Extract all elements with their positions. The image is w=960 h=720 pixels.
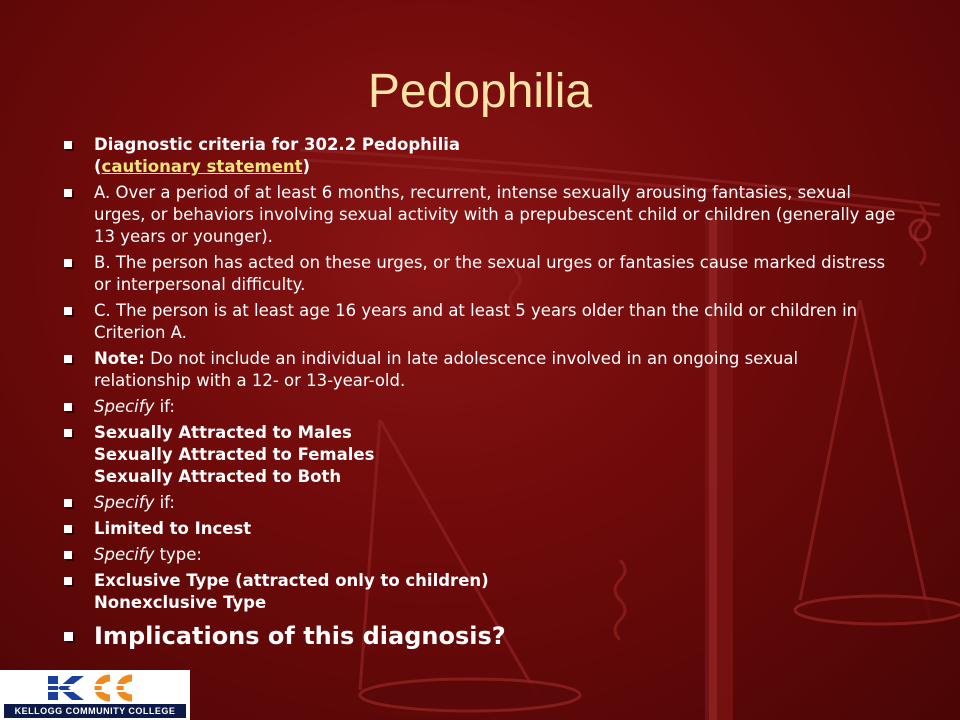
slide-title: Pedophilia bbox=[367, 65, 593, 118]
kcc-logo-icon bbox=[48, 674, 134, 702]
criteria-heading: Diagnostic criteria for 302.2 Pedophilia bbox=[94, 135, 461, 154]
bullet-marker-icon bbox=[64, 307, 72, 315]
list-item: Limited to Incest bbox=[58, 518, 898, 540]
criterion-b-text: B. The person has acted on these urges, or the sexual urges or fantasies cause marked distress or interpersonal difficulty. bbox=[94, 253, 886, 294]
note-label: Note: bbox=[94, 349, 145, 368]
criterion-c-text: C. The person is at least age 16 years and at least 5 years older than the child or children in Criterion A. bbox=[94, 301, 858, 342]
list-item bbox=[58, 182, 898, 248]
bullet-marker-icon bbox=[64, 577, 72, 585]
list-item bbox=[58, 620, 898, 652]
list-item bbox=[58, 300, 898, 344]
list-item: Exclusive Type (attracted only to children) Nonexclusive Type bbox=[58, 570, 898, 614]
bullet-marker-icon bbox=[64, 551, 72, 559]
college-name: KELLOGG COMMUNITY COLLEGE bbox=[4, 704, 186, 718]
list-item bbox=[58, 252, 898, 296]
bullet-marker-icon bbox=[64, 355, 72, 363]
bullet-marker-icon bbox=[64, 429, 72, 437]
bullet-marker-icon bbox=[64, 525, 72, 533]
note-text: Do not include an individual in late adolescence involved in an ongoing sexual relationship with a 12- or 13-year-old. bbox=[94, 349, 799, 390]
bullet-marker-icon bbox=[64, 499, 72, 507]
bullet-list bbox=[58, 134, 898, 656]
cautionary-statement-link[interactable]: cautionary statement bbox=[101, 157, 303, 176]
list-item: Specify if: bbox=[58, 492, 898, 514]
bullet-marker-icon bbox=[64, 141, 72, 149]
criterion-a-text: A. Over a period of at least 6 months, recurrent, intense sexually arousing fantasies, sexual urges, or behaviors involving sexual activity with a prepubescent child or children (generally age 13 years or younger). bbox=[94, 183, 896, 246]
college-logo bbox=[0, 670, 190, 720]
bullet-marker-icon bbox=[64, 189, 72, 197]
list-item bbox=[58, 348, 898, 392]
bullet-marker-icon bbox=[64, 403, 72, 411]
bullet-marker-icon bbox=[64, 632, 73, 641]
implications-question: Implications of this diagnosis? bbox=[94, 622, 506, 650]
bullet-marker-icon bbox=[64, 259, 72, 267]
list-item: Specify type: bbox=[58, 544, 898, 566]
list-item: Sexually Attracted to Males Sexually Attracted to Females Sexually Attracted to Both bbox=[58, 422, 898, 488]
list-item: Diagnostic criteria for 302.2 Pedophilia (cautionary statement) bbox=[58, 134, 898, 178]
list-item: Specify if: bbox=[58, 396, 898, 418]
